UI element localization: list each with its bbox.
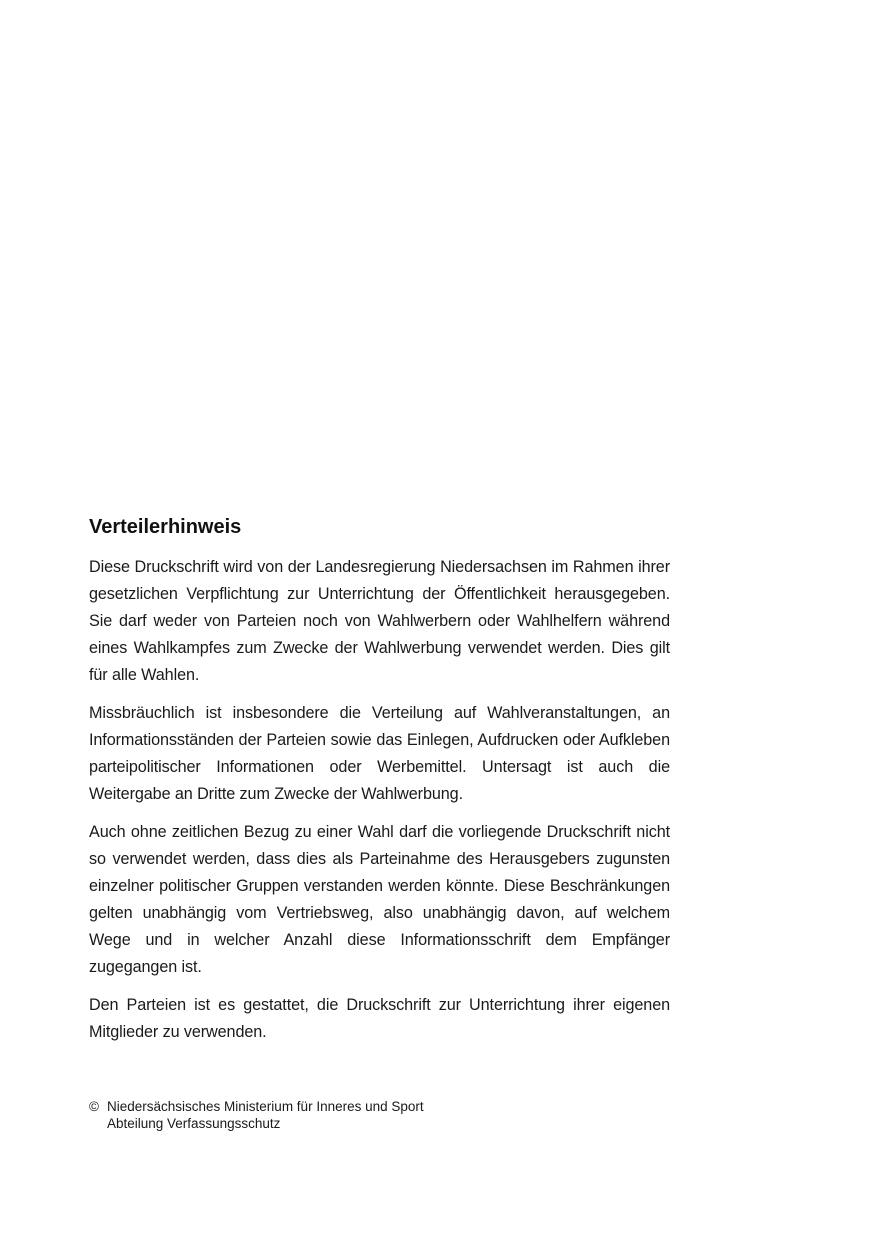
copyright-department: Abteilung Verfassungsschutz	[107, 1116, 281, 1131]
notice-title: Verteilerhinweis	[89, 516, 242, 538]
copyright-line-2	[89, 1115, 489, 1132]
copyright-line-1	[89, 1098, 489, 1115]
copyright-notice	[89, 1098, 489, 1132]
copyright-publisher: Niedersächsisches Ministerium für Inneres und Sport	[107, 1099, 424, 1114]
notice-paragraph-4: Den Parteien ist es gestattet, die Druckschrift zur Unterrichtung ihrer eigenen Mitglieder zu verwenden.	[89, 996, 670, 1041]
notice-paragraph-1: Diese Druckschrift wird von der Landesregierung Niedersachsen im Rahmen ihrer gesetzlichen Verpflichtung zur Unterrichtung der Öffentlichkeit herausgegeben. Sie darf weder von Parteien noch von Wahlwerbern oder Wahlhelfern während eines Wahlkampfes zum Zwecke der Wahlwerbung verwendet werden. Dies gilt für alle Wahlen.	[89, 558, 670, 684]
notice-paragraph-3: Auch ohne zeitlichen Bezug zu einer Wahl darf die vorliegende Druckschrift nicht so verwendet werden, dass dies als Parteinahme des Herausgebers zugunsten einzelner politischer Gruppen verstanden werden könnte. Diese Beschränkungen gelten unabhängig vom Vertriebsweg, also unabhängig davon, auf welchem Wege und in welcher Anzahl diese Informationsschrift dem Empfänger zugegangen ist.	[89, 823, 670, 976]
copyright-symbol: ©	[89, 1099, 99, 1114]
notice-paragraph-2: Missbräuchlich ist insbesondere die Verteilung auf Wahlveranstaltungen, an Informationsständen der Parteien sowie das Einlegen, Aufdrucken oder Aufkleben parteipolitischer Informationen oder Werbemittel. Untersagt ist auch die Weitergabe an Dritte zum Zwecke der Wahlwerbung.	[89, 704, 670, 803]
distribution-notice	[89, 512, 670, 1057]
